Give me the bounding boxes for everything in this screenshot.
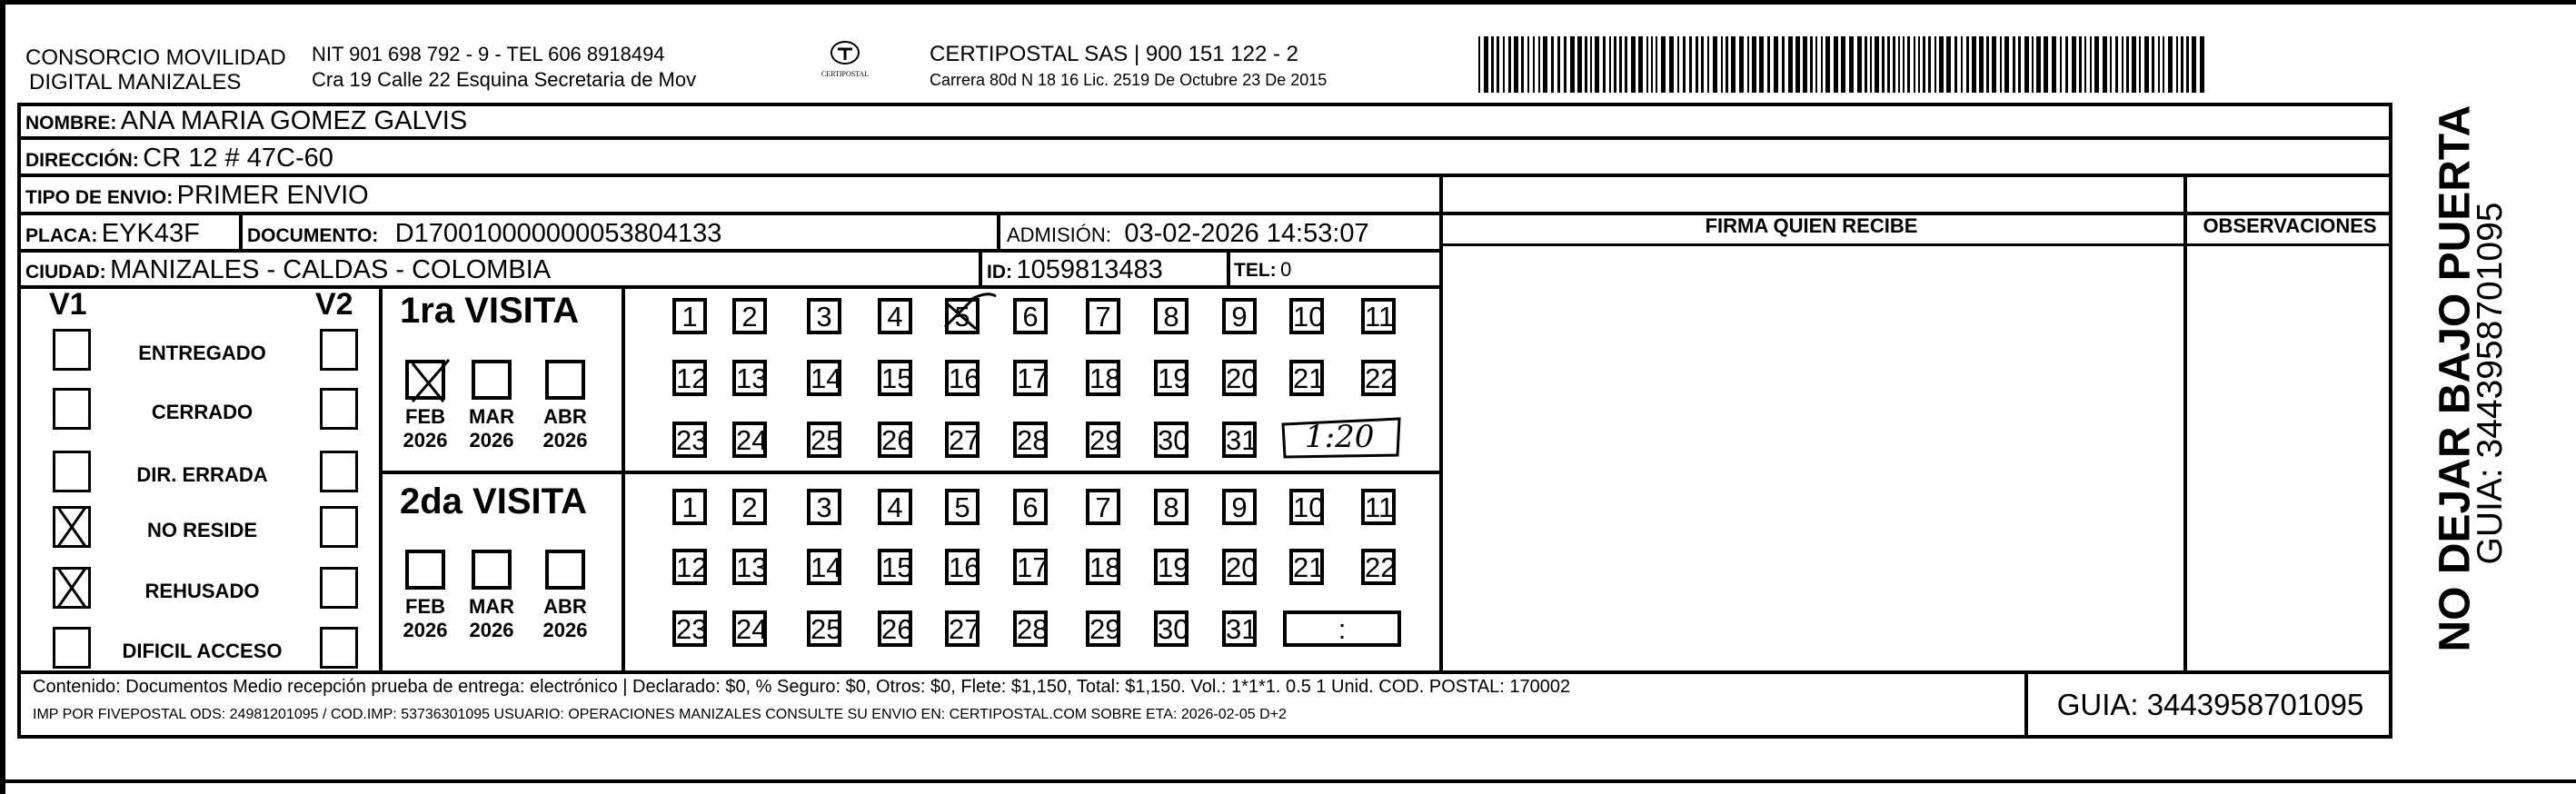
barcode-bar: [1875, 36, 1879, 93]
v1-checkbox[interactable]: [53, 388, 91, 430]
barcode-bar: [1898, 36, 1900, 93]
barcode-bar: [1533, 36, 1535, 93]
first-visit-day-box[interactable]: 3: [807, 298, 841, 334]
barcode-bar: [2192, 36, 2196, 93]
second-visit-day-box[interactable]: 31: [1222, 610, 1257, 647]
id-label: ID:: [987, 262, 1012, 283]
barcode-bar: [1834, 36, 1838, 93]
barcode-bar: [2176, 36, 2178, 93]
second-visit-day-box[interactable]: 11: [1361, 489, 1396, 525]
second-visit-day-box[interactable]: 18: [1086, 549, 1120, 585]
barcode-bar: [1646, 36, 1648, 93]
barcode-bar: [2139, 36, 2141, 93]
barcode-bar: [2181, 36, 2183, 93]
barcode-bar: [1992, 36, 1996, 93]
admision-row: [1007, 215, 1369, 256]
placa-divider: [239, 212, 243, 249]
direccion-value: CR 12 # 47C-60: [143, 144, 333, 173]
v2-checkbox[interactable]: [320, 451, 358, 492]
status-label: DIFICIL ACCESO: [122, 640, 283, 662]
v2-checkbox[interactable]: [320, 627, 358, 669]
second-visit-year-label: 2026: [469, 619, 514, 641]
second-visit-month-label: MAR: [468, 595, 515, 618]
barcode-bar: [1887, 36, 1890, 93]
carrier-name: CERTIPOSTAL SAS | 900 151 122 - 2: [930, 42, 1298, 66]
visits-divider: [622, 285, 625, 670]
second-visit-day-box[interactable]: 20: [1222, 549, 1257, 585]
handwritten-day-5-mark: [940, 291, 1003, 334]
barcode-bar: [1825, 36, 1830, 93]
first-visit-day-box[interactable]: 27: [945, 422, 980, 458]
barcode-bar: [1782, 36, 1785, 93]
ciudad-row: [25, 252, 551, 293]
barcode-bar: [1508, 36, 1511, 93]
tipo-row: [25, 177, 369, 211]
second-visit-month-label: ABR: [543, 595, 587, 618]
barcode-bar: [1726, 36, 1728, 93]
barcode-bar: [2144, 36, 2149, 93]
barcode-bar: [2186, 36, 2189, 93]
barcode-bar: [1954, 36, 1957, 93]
barcode-bar: [1707, 36, 1709, 93]
first-visit-day-box[interactable]: 15: [878, 360, 912, 396]
first-visit-day-box[interactable]: 7: [1086, 298, 1120, 334]
admision-value: 03-02-2026 14:53:07: [1124, 219, 1369, 248]
barcode-bar: [1656, 36, 1657, 93]
barcode-bar: [1669, 36, 1674, 93]
first-visit-label: 1ra VISITA: [400, 291, 580, 331]
documento-row: [247, 215, 721, 256]
first-visit-time-value: 1:20: [1305, 419, 1375, 455]
v2-label: V2: [315, 287, 353, 322]
nombre-label: NOMBRE:: [25, 113, 117, 134]
second-visit-day-box[interactable]: 28: [1013, 610, 1048, 647]
barcode-bar: [1661, 36, 1666, 93]
first-visit-day-box[interactable]: 4: [878, 298, 912, 334]
barcode-bar: [1614, 36, 1616, 93]
second-visit-day-box[interactable]: 2: [732, 489, 767, 525]
firma-divider: [1439, 174, 1443, 670]
barcode-bar: [1538, 36, 1540, 93]
company-name: [25, 45, 286, 94]
barcode-bar: [1564, 36, 1566, 93]
barcode: [1477, 36, 2213, 94]
certipostal-logo-text: CERTIPOSTAL: [821, 70, 870, 78]
barcode-bar: [1752, 36, 1756, 93]
company-contact: [312, 42, 696, 93]
direccion-label: DIRECCIÓN:: [25, 150, 139, 171]
barcode-bar: [1713, 36, 1717, 93]
barcode-bar: [1731, 36, 1736, 93]
barcode-bar: [1514, 36, 1518, 93]
barcode-bar: [2000, 36, 2002, 93]
barcode-bar: [1923, 36, 1925, 93]
placa-value: EYK43F: [101, 219, 200, 248]
v2-checkbox[interactable]: [320, 388, 358, 430]
barcode-bar: [1677, 36, 1679, 93]
second-visit-month-checkbox[interactable]: [545, 550, 585, 590]
status-divider: [379, 285, 383, 670]
second-visit-day-box[interactable]: 10: [1289, 489, 1324, 525]
first-visit-day-box[interactable]: 18: [1086, 360, 1120, 396]
second-visit-day-box[interactable]: 5: [945, 489, 980, 525]
barcode-bar: [2110, 36, 2112, 93]
company-line-1: CONSORCIO MOVILIDAD: [25, 45, 286, 70]
v1-checkbox[interactable]: [53, 627, 91, 669]
barcode-bar: [1570, 36, 1575, 93]
footer-guia: GUIA: 3443958701095: [2056, 688, 2364, 721]
barcode-bar: [1903, 36, 1905, 93]
barcode-bar: [1585, 36, 1587, 93]
barcode-bar: [2072, 36, 2076, 93]
barcode-bar: [1625, 36, 1627, 93]
barcode-bar: [1543, 36, 1547, 93]
barcode-bar: [1907, 36, 1910, 93]
v2-checkbox[interactable]: [320, 329, 358, 371]
barcode-bar: [1870, 36, 1872, 93]
second-visit-day-box[interactable]: 8: [1154, 489, 1189, 525]
first-visit-year-label: 2026: [469, 429, 514, 452]
first-visit-day-box[interactable]: 20: [1222, 360, 1257, 396]
barcode-bar: [1527, 36, 1529, 93]
status-label: CERRADO: [151, 401, 254, 423]
barcode-bar: [2103, 36, 2107, 93]
second-visit-month-label: FEB: [405, 595, 445, 618]
second-visit-year-label: 2026: [403, 619, 448, 641]
barcode-bar: [2200, 36, 2204, 93]
barcode-bar: [1918, 36, 1920, 93]
second-visit-day-box[interactable]: 6: [1013, 489, 1048, 525]
ciudad-label: CIUDAD:: [25, 262, 106, 283]
second-visit-day-box[interactable]: 25: [807, 610, 841, 647]
first-visit-day-box[interactable]: 10: [1289, 298, 1324, 334]
second-visit-time-box[interactable]: :: [1283, 610, 1401, 647]
second-visit-day-box[interactable]: 16: [945, 549, 980, 585]
barcode-bar: [1521, 36, 1524, 93]
first-visit-month-checkbox[interactable]: [545, 360, 585, 400]
observaciones-label: OBSERVACIONES: [2203, 214, 2377, 237]
second-visit-day-box[interactable]: 24: [732, 610, 767, 647]
second-visit-month-checkbox[interactable]: [405, 550, 445, 590]
visits-separator: [379, 471, 1439, 474]
second-visit-day-box[interactable]: 13: [732, 549, 767, 585]
barcode-bar: [2168, 36, 2173, 93]
barcode-bar: [2084, 36, 2086, 93]
ciudad-value: MANIZALES - CALDAS - COLOMBIA: [110, 255, 552, 284]
barcode-bar: [1979, 36, 1984, 93]
second-visit-day-box[interactable]: 30: [1154, 610, 1189, 647]
barcode-bar: [2079, 36, 2082, 93]
barcode-bar: [2044, 36, 2048, 93]
scan-left-edge: [0, 0, 5, 794]
scan-top-edge: [0, 0, 2576, 5]
barcode-bar: [1795, 36, 1800, 93]
first-visit-day-box[interactable]: 8: [1154, 298, 1189, 334]
v2-checkbox[interactable]: [320, 567, 358, 609]
v2-checkbox[interactable]: [320, 506, 358, 548]
tipo-label: TIPO DE ENVIO:: [25, 187, 174, 208]
barcode-bar: [1609, 36, 1611, 93]
tipo-value: PRIMER ENVIO: [176, 181, 369, 210]
second-visit-day-box[interactable]: 7: [1086, 489, 1120, 525]
status-label: NO RESIDE: [146, 519, 258, 541]
barcode-bar: [1689, 36, 1692, 93]
tel-value: 0: [1280, 258, 1292, 281]
barcode-bar: [1683, 36, 1686, 93]
id-row: [987, 252, 1163, 293]
side-guia: GUIA: 3443958701095: [2471, 202, 2510, 565]
second-visit-year-label: 2026: [542, 619, 588, 641]
barcode-bar: [2158, 36, 2160, 93]
barcode-bar: [1759, 36, 1764, 93]
barcode-bar: [1882, 36, 1885, 93]
firma-label: FIRMA QUIEN RECIBE: [1705, 214, 1918, 237]
barcode-bar: [2132, 36, 2136, 93]
second-visit-day-box[interactable]: 27: [945, 610, 980, 647]
first-visit-day-box[interactable]: 5: [945, 298, 980, 334]
first-visit-day-box[interactable]: 31: [1222, 422, 1257, 458]
barcode-bar: [1497, 36, 1499, 93]
first-visit-day-box[interactable]: 24: [732, 422, 767, 458]
first-visit-day-box[interactable]: 17: [1013, 360, 1048, 396]
first-visit-day-box[interactable]: 11: [1361, 298, 1396, 334]
barcode-bar: [1577, 36, 1582, 93]
barcode-bar: [1849, 36, 1854, 93]
second-visit-day-box[interactable]: 1: [672, 489, 707, 525]
barcode-bar: [1946, 36, 1951, 93]
barcode-bar: [1972, 36, 1976, 93]
second-visit-month-checkbox[interactable]: [472, 550, 512, 590]
barcode-bar: [2004, 36, 2009, 93]
company-address: Cra 19 Calle 22 Esquina Secretaria de Mov: [312, 68, 697, 91]
certipostal-logo-icon: [830, 40, 860, 65]
first-visit-month-label: ABR: [543, 405, 587, 428]
tel-label: TEL:: [1234, 260, 1277, 281]
first-visit-day-box[interactable]: 26: [878, 422, 912, 458]
first-visit-day-box[interactable]: 22: [1361, 360, 1396, 396]
barcode-bar: [1590, 36, 1592, 93]
first-visit-day-box[interactable]: 13: [732, 360, 767, 396]
first-visit-month-label: FEB: [405, 405, 445, 428]
documento-label: DOCUMENTO:: [247, 225, 379, 246]
barcode-bar: [1961, 36, 1963, 93]
barcode-bar: [1619, 36, 1622, 93]
first-visit-day-box[interactable]: 19: [1154, 360, 1189, 396]
handwritten-feb-mark: [405, 356, 460, 407]
first-visit-day-box[interactable]: 21: [1289, 360, 1324, 396]
carrier-license: Carrera 80d N 18 16 Lic. 2519 De Octubre 23 De 2015: [930, 71, 1328, 89]
second-visit-label: 2da VISITA: [400, 481, 587, 521]
firma-area[interactable]: [1445, 247, 2181, 669]
barcode-bar: [2094, 36, 2099, 93]
barcode-bar: [1914, 36, 1915, 93]
first-visit-month-checkbox[interactable]: [472, 360, 512, 400]
barcode-bar: [1551, 36, 1554, 93]
barcode-bar: [1739, 36, 1744, 93]
footer-contenido: Contenido: Documentos Medio recepción prueba de entrega: electrónico | Declarado: $0, % Seguro: $0, Otros: $0, Flete: $1,150, Total: $1,150. Vol.: 1*1*1. 0.5 1 Unid. COD. POSTAL: 170002: [33, 677, 1571, 697]
second-visit-day-box[interactable]: 21: [1289, 549, 1324, 585]
first-visit-month-label: MAR: [468, 405, 515, 428]
first-visit-day-box[interactable]: 12: [672, 360, 707, 396]
barcode-bar: [2052, 36, 2056, 93]
row-line-1: [17, 136, 2392, 140]
barcode-bar: [1696, 36, 1698, 93]
tel-row: [1234, 252, 1291, 291]
barcode-bar: [1803, 36, 1807, 93]
documento-value: D170010000000053804133: [394, 219, 722, 248]
v1-checkbox[interactable]: [53, 506, 91, 548]
second-visit-day-box[interactable]: 19: [1154, 549, 1189, 585]
first-visit-day-box[interactable]: 28: [1013, 422, 1048, 458]
carrier-info: [930, 42, 1327, 93]
second-visit-day-box[interactable]: 17: [1013, 549, 1048, 585]
barcode-bar: [1788, 36, 1793, 93]
first-visit-day-box[interactable]: 1: [672, 298, 707, 334]
barcode-bar: [1631, 36, 1636, 93]
barcode-bar: [1928, 36, 1931, 93]
first-visit-year-label: 2026: [542, 429, 588, 452]
barcode-bar: [1701, 36, 1704, 93]
barcode-bar: [1986, 36, 1989, 93]
first-visit-day-box[interactable]: 6: [1013, 298, 1048, 334]
first-visit-year-label: 2026: [403, 429, 448, 452]
v1-label: V1: [49, 287, 87, 322]
barcode-bar: [1774, 36, 1778, 93]
second-visit-day-box[interactable]: 22: [1361, 549, 1396, 585]
second-visit-day-box[interactable]: 14: [807, 549, 841, 585]
barcode-bar: [1865, 36, 1867, 93]
barcode-bar: [1595, 36, 1599, 93]
side-text: [2401, 104, 2510, 652]
barcode-bar: [2090, 36, 2092, 93]
barcode-bar: [1484, 36, 1488, 93]
status-label: ENTREGADO: [138, 342, 266, 364]
barcode-bar: [2060, 36, 2062, 93]
scan-bottom-edge: [0, 779, 2576, 783]
id-divider: [979, 249, 982, 285]
second-visit-day-box[interactable]: 26: [878, 610, 912, 647]
barcode-bar: [1939, 36, 1944, 93]
first-visit-day-box[interactable]: 23: [672, 422, 707, 458]
company-nit: NIT 901 698 792 - 9 - TEL 606 8918494: [312, 43, 665, 65]
barcode-bar: [1491, 36, 1494, 93]
side-warning: NO DEJAR BAJO PUERTA: [2431, 104, 2480, 652]
first-visit-day-box[interactable]: 9: [1222, 298, 1257, 334]
placa-row: [25, 215, 200, 256]
nombre-row: [25, 103, 467, 136]
first-visit-day-box[interactable]: 14: [807, 360, 841, 396]
second-visit-day-box[interactable]: 23: [672, 610, 707, 647]
v1-checkbox[interactable]: [53, 451, 91, 492]
footer-imp: IMP POR FIVEPOSTAL ODS: 24981201095 / COD.IMP: 53736301095 USUARIO: OPERACIONES MANIZALES CONSULTE SU ENVIO EN: CERTIPOSTAL.COM SOBRE ETA: 2026-02-05 D+2: [33, 707, 1287, 722]
barcode-bar: [1821, 36, 1823, 93]
barcode-bar: [2024, 36, 2029, 93]
barcode-bar: [1810, 36, 1813, 93]
barcode-bar: [1841, 36, 1845, 93]
v1-checkbox[interactable]: [53, 567, 91, 609]
barcode-bar: [1478, 36, 1480, 93]
barcode-bar: [2036, 36, 2041, 93]
barcode-bar: [1934, 36, 1936, 93]
second-visit-day-box[interactable]: 9: [1222, 489, 1257, 525]
placa-label: PLACA:: [25, 225, 98, 246]
first-visit-time-handwritten: [1279, 417, 1403, 459]
barcode-bar: [2032, 36, 2034, 93]
second-visit-day-box[interactable]: 15: [878, 549, 912, 585]
barcode-bar: [1603, 36, 1606, 93]
barcode-bar: [2018, 36, 2021, 93]
barcode-bar: [1651, 36, 1653, 93]
second-visit-day-box[interactable]: 4: [878, 489, 912, 525]
second-visit-day-box[interactable]: 3: [807, 489, 841, 525]
barcode-bar: [2115, 36, 2118, 93]
first-visit-day-box[interactable]: 2: [732, 298, 767, 334]
status-label: REHUSADO: [144, 580, 260, 602]
barcode-bar: [2126, 36, 2129, 93]
barcode-bar: [1638, 36, 1643, 93]
nombre-value: ANA MARIA GOMEZ GALVIS: [120, 106, 468, 135]
first-visit-day-box[interactable]: 16: [945, 360, 980, 396]
barcode-bar: [1747, 36, 1749, 93]
admision-divider: [997, 212, 1000, 249]
barcode-bar: [1857, 36, 1862, 93]
barcode-bar: [2122, 36, 2123, 93]
barcode-bar: [1721, 36, 1723, 93]
barcode-bar: [1503, 36, 1505, 93]
barcode-bar: [1815, 36, 1817, 93]
first-visit-day-box[interactable]: 29: [1086, 422, 1120, 458]
company-line-2: DIGITAL MANIZALES: [29, 70, 242, 94]
first-visit-day-box[interactable]: 25: [807, 422, 841, 458]
barcode-bar: [2152, 36, 2154, 93]
barcode-bar: [1557, 36, 1560, 93]
second-visit-day-box[interactable]: 12: [672, 549, 707, 585]
first-visit-day-box[interactable]: 30: [1154, 422, 1189, 458]
row-line-2: [17, 174, 2392, 177]
barcode-bar: [2163, 36, 2164, 93]
id-value: 1059813483: [1016, 255, 1163, 284]
admision-label: ADMISIÓN:: [1007, 223, 1111, 246]
status-label: DIR. ERRADA: [136, 463, 268, 486]
observaciones-area[interactable]: [2189, 247, 2391, 669]
barcode-bar: [1966, 36, 1969, 93]
barcode-bar: [2013, 36, 2015, 93]
right-header-bottom: [1439, 243, 2392, 246]
second-visit-day-box[interactable]: 29: [1086, 610, 1120, 647]
barcode-bar: [1893, 36, 1895, 93]
tel-divider: [1227, 249, 1230, 285]
certipostal-logo: [809, 40, 881, 85]
barcode-bar: [2065, 36, 2068, 93]
barcode-bar: [1767, 36, 1770, 93]
v1-checkbox[interactable]: [53, 329, 91, 371]
direccion-row: [25, 140, 333, 174]
observaciones-divider: [2183, 174, 2187, 670]
